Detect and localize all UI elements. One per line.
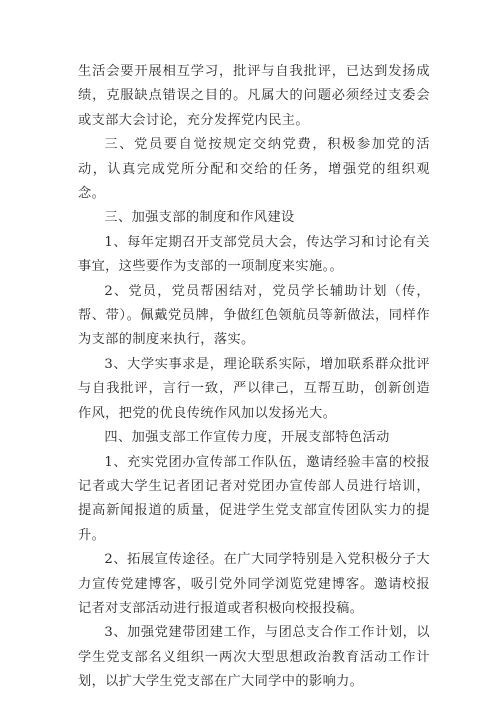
paragraph-4: 1、每年定期召开支部党员大会，传达学习和讨论有关事宜，这些要作为支部的一项制度来实施。。 — [78, 234, 430, 275]
paragraph-2: 三、党员要自觉按规定交纳党费，积极参加党的活动，认真完成党所分配和交给的任务，增强党的组织观念。 — [78, 137, 430, 202]
section-heading-4: 四、加强支部工作宣传力度，开展支部特色活动 — [104, 430, 390, 446]
section-heading-3: 三、加强支部的制度和作风建设 — [104, 210, 295, 226]
paragraph-6: 3、大学实事求是，理论联系实际，增加联系群众批评与自我批评，言行一致，严以律己，互帮互助，创新创造作风，把党的优良传统作风加以发扬光大。 — [78, 356, 430, 421]
paragraph-5: 2、党员，党员帮困结对，党员学长辅助计划（传，帮、带）。佩戴党员牌，争做红色领航员等新做法，同样作为支部的制度来执行，落实。 — [78, 283, 430, 348]
paragraph-10: 3、加强党建带团建工作，与团总支合作工作计划，以学生党支部名义组织一两次大型思想政治教育活动工作计划，以扩大学生党支部在广大同学中的影响力。 — [78, 625, 430, 690]
paragraph-8: 1、充实党团办宣传部工作队伍，邀请经验丰富的校报记者或大学生记者团记者对党团办宣传部人员进行培训，提高新闻报道的质量，促进学生党支部宣传团队实力的提升。 — [78, 454, 430, 543]
paragraph-1: 生活会要开展相互学习，批评与自我批评，已达到发扬成绩，克服缺点错误之目的。凡属大的问题必须经过支委会或支部大会讨论，充分发挥党内民主。 — [78, 64, 430, 128]
paragraph-9: 2、拓展宣传途径。在广大同学特别是入党积极分子大力宣传党建博客，吸引党外同学浏览党建博客。邀请校报记者对支部活动进行报道或者积极向校报投稿。 — [78, 552, 430, 616]
